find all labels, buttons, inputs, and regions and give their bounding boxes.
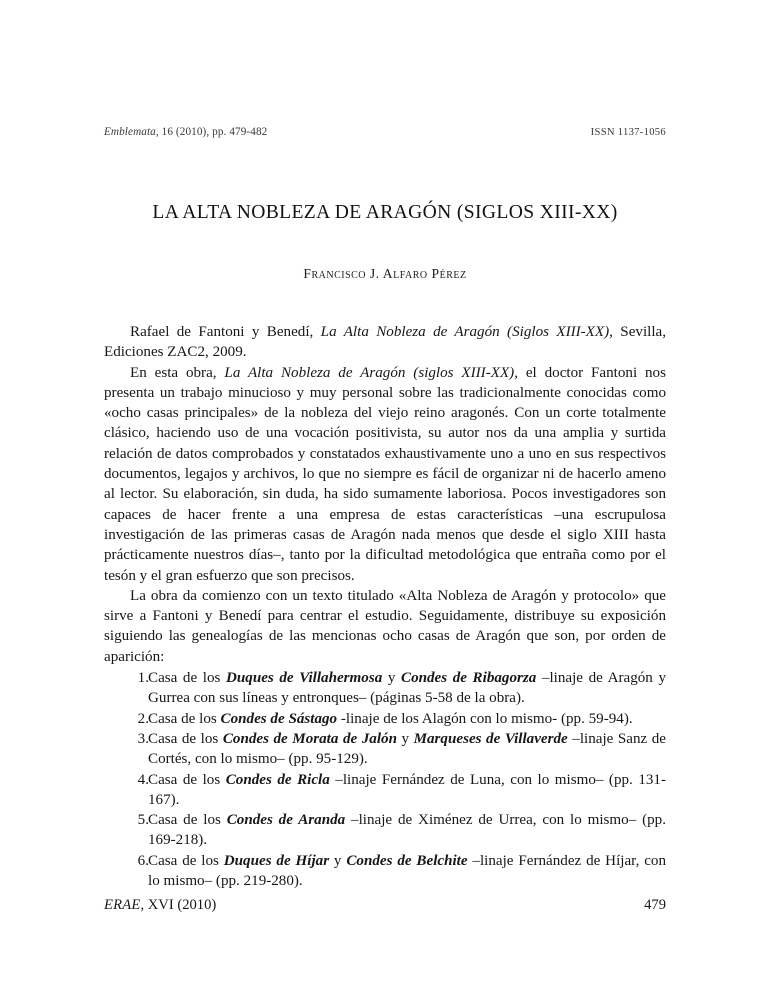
journal-reference [104,126,267,138]
page-title: LA ALTA NOBLEZA DE ARAGÓN (SIGLOS XIII-XX) [152,202,618,223]
list-item [104,709,666,729]
list-item-post: –linaje de Ximénez de Urrea, con lo mismo– (pp. 169-218). [148,812,666,849]
paragraph-1 [104,363,666,586]
page-number: 479 [644,897,666,913]
list-item-post: -linaje de los Alagón con lo mismo- (pp. 59-94). [337,710,633,727]
list-item-post: –linaje Sanz de Cortés, con lo mismo– (pp. 95-129). [148,730,667,768]
journal-issue-pages: , 16 (2010), pp. 479-482 [155,126,268,138]
article-author: Francisco J. Alfaro Pérez [303,266,467,281]
list-item [104,810,666,851]
list-item-pre: Casa de los [148,812,227,829]
footer-journal-serial: ERAE [104,897,141,913]
list-item-conjunction: y [382,670,401,687]
list-item-name-primary: Condes de Ricla [225,771,330,788]
paragraph-1-work-title: La Alta Nobleza de Aragón (siglos XIII-XX) [224,364,515,381]
list-item [104,668,666,709]
list-item-conjunction: y [396,730,414,747]
list-item [104,729,666,770]
list-item-pre: Casa de los [148,710,221,727]
list-item-name-primary: Duques de Híjar [223,852,330,869]
list-item-post: –linaje Fernández de Luna, con lo mismo– (pp. 131-167). [148,771,666,808]
list-item-name-primary: Duques de Villahermosa [225,670,383,687]
list-item-pre: Casa de los [148,852,224,869]
list-item [104,770,666,811]
running-head [104,126,666,138]
citation-tail: , Sevilla, Ediciones ZAC2, 2009. [104,324,666,361]
list-item [104,851,666,892]
list-item-name-primary: Condes de Sástago [220,710,338,727]
paragraph-1-lead: En esta obra, [130,364,225,381]
list-item-number: 1. [137,670,149,687]
list-item-post: –linaje Fernández de Híjar, con lo mismo– (pp. 219-280). [148,852,666,890]
list-item-number: 6. [137,852,149,869]
list-item-number: 5. [137,812,149,829]
paragraph-2: La obra da comienzo con un texto titulado «Alta Nobleza de Aragón y protocolo» que sirve a Fantoni y Benedí para centrar el estudio. Seguidamente, distribuye su exposición siguiendo las genealogías de las mencionas ocho casas de Aragón que son, por orden de aparición: [104,587,666,665]
page-footer [104,897,666,914]
footer-journal-volume: , XVI (2010) [140,897,217,913]
issn-label: ISSN 1137-1056 [590,127,666,138]
paragraph-1-tail: , el doctor Fantoni nos presenta un trabajo minucioso y muy personal sobre las tradicionalmente conocidas como «ocho casas principales» de la nobleza del viejo reino aragonés. Con un corte totalmente clásico, haciendo uso de una vocación positivista, su autor nos da una amplia y surtida relación de datos comprobados y constatados exhaustivamente uno a uno en sus respectivos documentos, legajos y archivos, lo que no siempre es fácil de organizar ni de hacerlo ameno al lector. Su elaboración, sin duda, ha sido sumamente laboriosa. Pocos investigadores son capaces de hacer frente a una empresa de estas características –una escrupulosa investigación de las primeras casas de Aragón nada menos que desde el siglo XIII hasta prácticamente nuestros días–, tanto por la dificultad metodológica que entraña como por el tesón y el gran esfuerzo que son precisos. [104,364,666,584]
list-item-name-secondary: Condes de Belchite [346,852,468,869]
citation-lead: Rafael de Fantoni y Benedí, [130,324,321,340]
citation-work-title: La Alta Nobleza de Aragón (Siglos XIII-XX) [320,324,610,340]
citation-paragraph [104,322,666,363]
list-item-pre: Casa de los [148,771,226,788]
casas-list [104,668,666,891]
list-item-number: 2. [137,710,149,727]
journal-name: Emblemata [104,126,156,138]
list-item-name-primary: Condes de Aranda [226,812,346,829]
list-item-pre: Casa de los [148,670,226,687]
list-item-pre: Casa de los [148,730,223,747]
list-item-name-secondary: Condes de Ribagorza [401,670,537,687]
article-body [104,322,666,891]
list-item-name-primary: Condes de Morata de Jalón [222,730,397,747]
list-item-post: –linaje de Aragón y Gurrea con sus líneas y entronques– (páginas 5-58 de la obra). [148,670,666,707]
list-item-number: 3. [137,730,149,747]
list-item-name-secondary: Marqueses de Villaverde [413,730,568,747]
list-item-conjunction: y [329,852,347,869]
footer-journal-reference [104,897,216,914]
list-item-number: 4. [137,771,149,788]
